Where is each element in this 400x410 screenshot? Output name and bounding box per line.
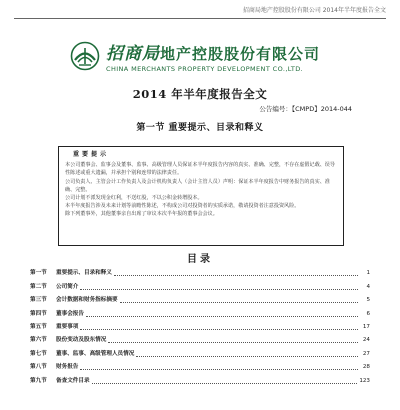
toc-entry[interactable] [30,344,370,357]
toc-section-name: 董事、监事、高级管理人员情况 [56,350,135,357]
toc-leader-dots [120,301,358,303]
table-of-contents [30,264,370,385]
notice-paragraph: 公司负责人、主管会计工作负责人及会计机构负责人（会计主管人员）声明：保证本半年度报告中财务报告的真实、准确、完整。 [65,178,330,193]
notice-paragraph: 除下列董事外，其他董事亲自出席了审议本次半年报的董事会会议。 [65,211,218,218]
notice-heading: 重要提示 [73,151,110,158]
toc-section-name: 股份变动及股东情况 [56,337,107,344]
toc-page-number: 123 [359,377,370,384]
toc-section-name: 重要事项 [56,323,79,330]
toc-section-number: 第六节 [30,337,47,344]
toc-page-number: 27 [362,350,370,357]
running-header [14,4,386,19]
toc-section-name: 会计数据和财务指标摘要 [56,297,118,304]
toc-section-number: 第四节 [30,310,47,317]
toc-section-number: 第七节 [30,350,47,357]
logo-brand-cn: 招商局 [106,44,160,64]
toc-section-name: 公司简介 [56,283,79,290]
logo-company-en: CHINA MERCHANTS PROPERTY DEVELOPMENT CO.,LTD. [106,65,304,73]
toc-entry[interactable] [30,371,370,384]
toc-section-number: 第九节 [30,377,47,384]
toc-leader-dots [80,288,358,290]
toc-entry[interactable] [30,277,370,290]
toc-page-number: 24 [362,337,370,344]
toc-page-number: 17 [362,323,370,330]
toc-entry[interactable] [30,318,370,331]
china-merchants-logo-icon [70,41,100,71]
toc-leader-dots [86,315,358,317]
logo-text [106,39,320,73]
toc-section-number: 第一节 [30,270,47,277]
toc-section-name: 重要提示、目录和释义 [56,270,112,277]
announcement-number: 公告编号：【CMPD】2014-044 [259,105,352,113]
toc-entry[interactable] [30,291,370,304]
toc-page-number: 1 [366,270,370,277]
toc-entry[interactable] [30,264,370,277]
toc-section-name: 董事会报告 [56,310,84,317]
logo-company-name-cn: 地产控股股份有限公司 [160,45,321,63]
notice-paragraph: 本公司董事会、监事会及董事、监事、高级管理人员保证本半年度报告内容的真实、准确、完整，不存在虚假记载、误导性陈述或重大遗漏，并承担个别和连带的法律责任。 [65,162,335,177]
running-header-text: 招商局地产控股股份有限公司 2014年半年度报告全文 [242,7,386,14]
logo-company-cn [106,39,320,64]
toc-page-number: 4 [366,283,370,290]
toc-entry[interactable] [30,304,370,317]
toc-leader-dots [80,368,358,370]
toc-section-number: 第八节 [30,364,47,371]
toc-entry[interactable] [30,331,370,344]
toc-section-number: 第三节 [30,297,47,304]
toc-leader-dots [114,274,358,276]
important-notice-box [58,146,344,246]
toc-page-number: 5 [366,297,370,304]
report-title: 2014 年半年度报告全文 [132,87,268,101]
toc-leader-dots [92,382,358,384]
toc-leader-dots [136,355,358,357]
toc-section-number: 第五节 [30,323,47,330]
toc-section-name: 备查文件目录 [56,377,90,384]
toc-page-number: 6 [366,310,370,317]
toc-leader-dots [80,328,358,330]
toc-title: 目录 [187,254,213,265]
company-logo [70,38,350,74]
toc-section-number: 第二节 [30,283,47,290]
toc-leader-dots [108,341,358,343]
toc-page-number: 28 [362,364,370,371]
notice-paragraph: 本半年度报告涉及未来计划等前瞻性陈述，不构成公司对投资者的实质承诺，敬请投资者注意投资风险。 [65,203,300,210]
toc-entry[interactable] [30,358,370,371]
notice-paragraph: 公司计划不派发现金红利，不送红股，不以公积金转增股本。 [65,195,203,202]
toc-section-name: 财务报告 [56,364,79,371]
section-title: 第一节 重要提示、目录和释义 [136,123,264,133]
